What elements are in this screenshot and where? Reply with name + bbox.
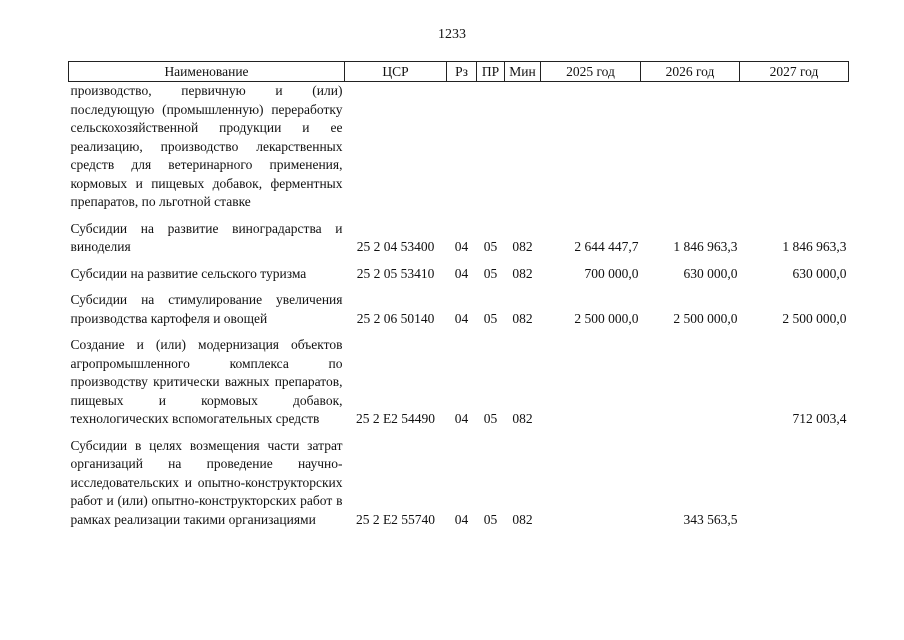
header-2026: 2026 год [641, 62, 740, 82]
row-pr: 05 [483, 265, 498, 281]
row-min: 082 [512, 239, 533, 254]
row-rz: 04 [454, 310, 469, 326]
row-name: Субсидии на стимулирование увеличения производства картофеля и овощей [70, 292, 343, 326]
row-min: 082 [512, 511, 533, 527]
table-header-row [69, 62, 849, 82]
row-pr: 05 [483, 310, 498, 326]
table-row [69, 336, 849, 429]
row-name: Создание и (или) модернизация объектов агропромышленного комплекса по производству критически важных препаратов, пищевых и кормовых добавок, технологических вспомогательных средств [70, 337, 343, 426]
row-2027: 712 003,4 [792, 411, 847, 426]
row-csr: 25 2 05 53410 [356, 265, 435, 281]
row-2027 [740, 437, 849, 530]
row-2027 [740, 82, 849, 212]
row-min: 082 [512, 265, 533, 281]
row-2026 [641, 336, 740, 429]
page-number: 1233 [438, 27, 466, 42]
table-row [69, 265, 849, 284]
row-pr [477, 82, 505, 212]
row-2025: 700 000,0 [584, 265, 639, 281]
header-pr: ПР [477, 62, 505, 82]
row-csr: 25 2 E2 54490 [355, 411, 436, 426]
row-min: 082 [512, 310, 533, 326]
header-min: Мин [505, 62, 541, 82]
row-csr: 25 2 06 50140 [356, 310, 435, 326]
row-name: Субсидии на развитие виноградарства и виноделия [70, 220, 343, 254]
header-rz: Рз [447, 62, 477, 82]
row-pr: 05 [483, 511, 498, 527]
table-row [69, 437, 849, 530]
row-rz [447, 82, 477, 212]
row-2025 [541, 336, 641, 429]
row-pr: 05 [483, 411, 498, 426]
row-name: Субсидии в целях возмещения части затрат организаций на проведение научно-исследовательских и опытно-конструкторских работ и (или) опытно-конструкторских работ в рамках реализации такими организациями [70, 437, 343, 527]
header-name: Наименование [69, 62, 345, 82]
row-csr [345, 82, 447, 212]
row-name: производство, первичную и (или) последующую (промышленную) переработку сельскохозяйственной продукции и ее реализацию, производство лекарственных средств для ветеринарного применения, кормовых и пищевых добавок, ферментных препаратов, по льготной ставке [70, 83, 343, 209]
row-rz: 04 [454, 511, 469, 527]
row-2025 [541, 437, 641, 530]
row-rz: 04 [454, 411, 469, 426]
header-2027: 2027 год [740, 62, 849, 82]
row-name: Субсидии на развитие сельского туризма [70, 265, 307, 281]
table-row [69, 82, 849, 212]
row-rz: 04 [454, 265, 469, 281]
row-csr: 25 2 E2 55740 [355, 511, 436, 527]
row-2026: 343 563,5 [683, 511, 738, 527]
row-2025 [541, 82, 641, 212]
row-2026: 1 846 963,3 [673, 239, 738, 254]
row-2026: 630 000,0 [683, 265, 738, 281]
row-rz: 04 [454, 239, 469, 254]
row-csr: 25 2 04 53400 [356, 239, 435, 254]
header-csr: ЦСР [345, 62, 447, 82]
budget-table [68, 61, 849, 529]
header-2025: 2025 год [541, 62, 641, 82]
row-2027: 1 846 963,3 [782, 239, 847, 254]
row-2025: 2 644 447,7 [574, 239, 639, 254]
row-2025: 2 500 000,0 [574, 310, 639, 326]
row-min [505, 82, 541, 212]
row-2027: 630 000,0 [792, 265, 847, 281]
row-2026: 2 500 000,0 [673, 310, 738, 326]
row-min: 082 [512, 411, 533, 426]
row-2027: 2 500 000,0 [782, 310, 847, 326]
table-row [69, 220, 849, 257]
table-row [69, 291, 849, 328]
row-pr: 05 [483, 239, 498, 254]
row-2026 [641, 82, 740, 212]
